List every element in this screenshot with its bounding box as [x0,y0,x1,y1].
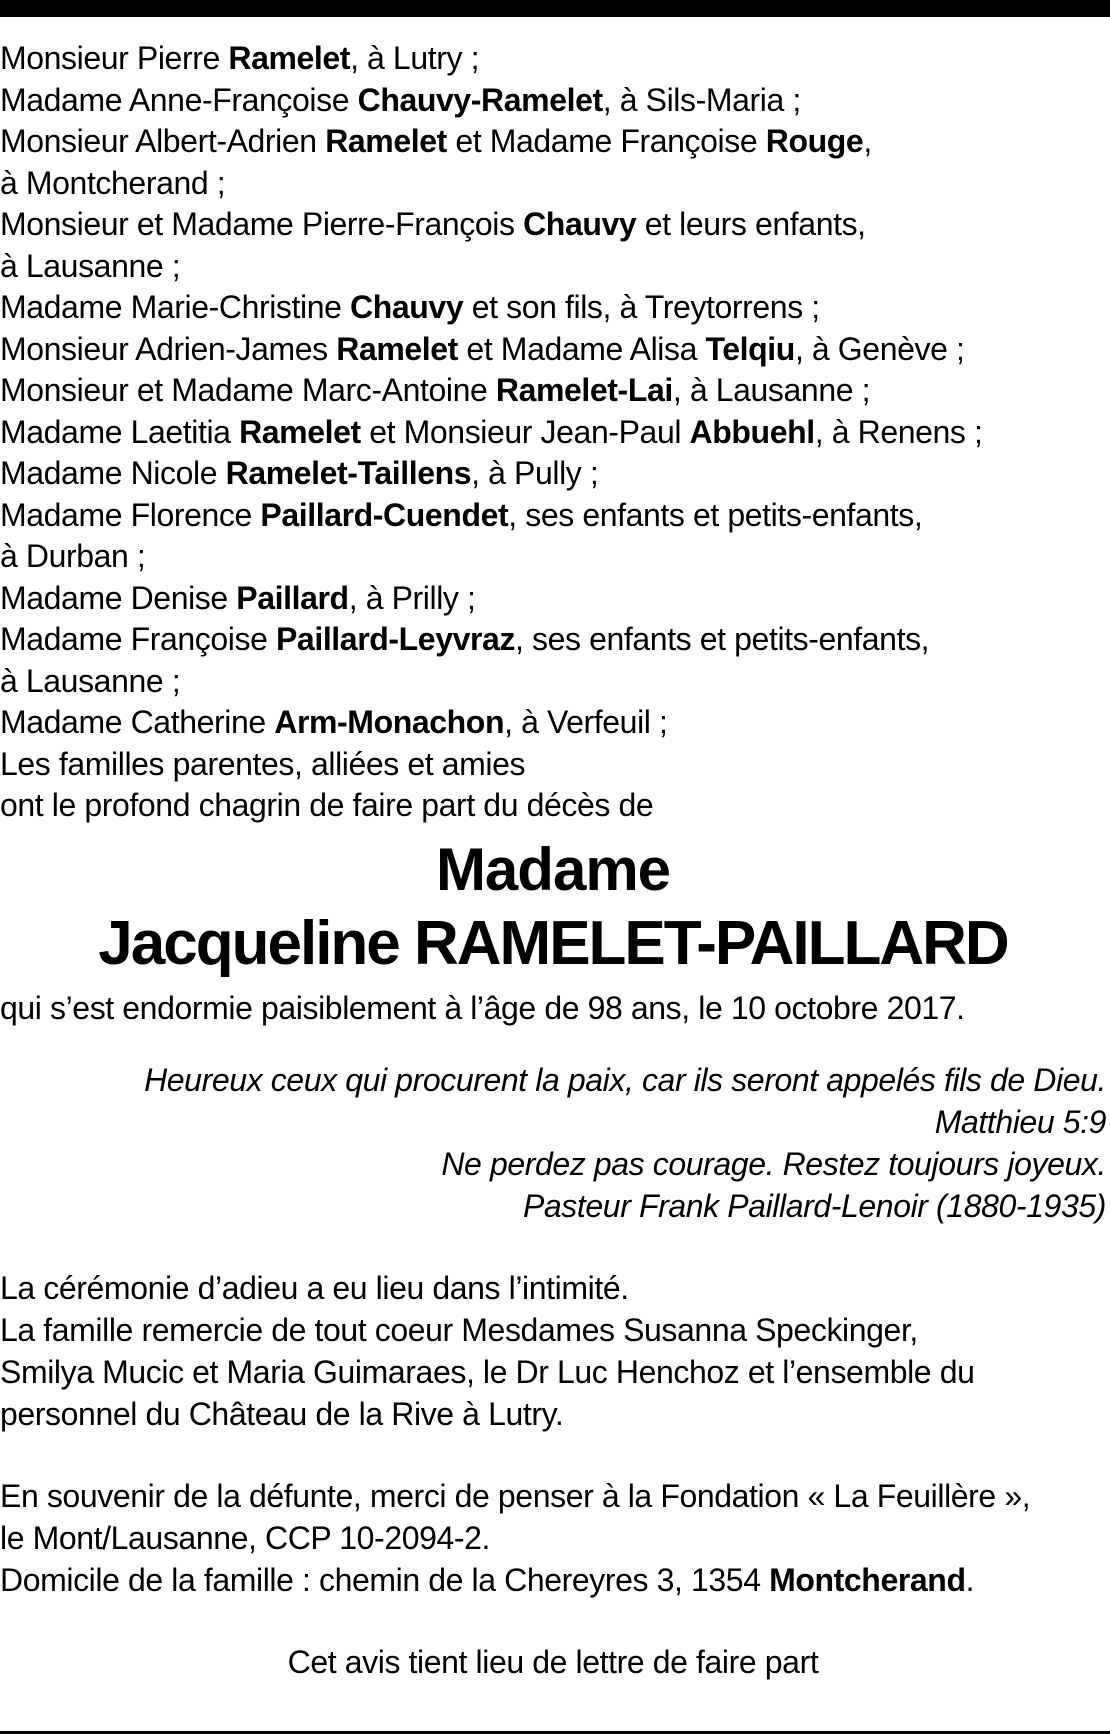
mourners-list [0,38,1106,827]
domicile-place: Montcherand [769,1561,966,1598]
paragraph-line: En souvenir de la défunte, merci de penser à la Fondation « La Feuillère », [0,1477,1031,1514]
donation-paragraph [0,1475,1106,1601]
quote-attribution: Matthieu 5:9 [934,1103,1106,1140]
mourner-line: Madame Florence Paillard-Cuendet, ses enfants et petits-enfants, [0,496,923,533]
closing-note: Cet avis tient lieu de lettre de faire part [287,1643,819,1680]
mourner-line: Madame Laetitia Ramelet et Monsieur Jean-Paul Abbuehl, à Renens ; [0,413,983,450]
mourner-line: Madame Catherine Arm-Monachon, à Verfeuil ; [0,704,668,740]
mourner-line: à Durban ; [0,538,146,574]
mourner-line: à Lausanne ; [0,662,181,699]
mourner-line: Monsieur Adrien-James Ramelet et Madame Alisa Telqiu, à Genève ; [0,330,965,367]
mourner-line: Monsieur Pierre Ramelet, à Lutry ; [0,40,480,76]
mourner-line: Madame Anne-Françoise Chauvy-Ramelet, à Sils-Maria ; [0,81,801,118]
deceased-title: Madame [435,835,671,903]
paragraph-line: personnel du Château de la Rive à Lutry. [0,1395,564,1432]
paragraph-line: Smilya Mucic et Maria Guimaraes, le Dr Luc Henchoz et l’ensemble du [0,1353,975,1390]
ceremony-paragraph [0,1267,1106,1435]
domicile-line: Domicile de la famille : chemin de la Chereyres 3, 1354 Montcherand. [0,1561,975,1598]
mourner-line: Madame Denise Paillard, à Prilly ; [0,579,476,616]
deceased-name: Jacqueline RAMELET-PAILLARD [98,908,1008,978]
mourner-line: à Montcherand ; [0,164,226,201]
obituary-notice [0,38,1106,1683]
quote-line: Heureux ceux qui procurent la paix, car ils seront appelés fils de Dieu. [144,1061,1106,1098]
mourner-line: Madame Nicole Ramelet-Taillens, à Pully ; [0,455,599,491]
mourner-line: Madame Françoise Paillard-Leyvraz, ses enfants et petits-enfants, [0,621,930,657]
paragraph-line: La famille remercie de tout coeur Mesdames Susanna Speckinger, [0,1311,918,1348]
mourner-line: à Lausanne ; [0,247,181,284]
quote-line: Ne perdez pas courage. Restez toujours joyeux. [441,1145,1106,1182]
mourner-line: Monsieur et Madame Marc-Antoine Ramelet-Lai, à Lausanne ; [0,372,871,408]
mourner-line: ont le profond chagrin de faire part du décès de [0,787,654,823]
mourner-line: Les familles parentes, alliées et amies [0,745,526,782]
paragraph-line: La cérémonie d’adieu a eu lieu dans l’intimité. [0,1269,629,1306]
mourner-line: Madame Marie-Christine Chauvy et son fils, à Treytorrens ; [0,289,820,325]
quote-attribution: Pasteur Frank Paillard-Lenoir (1880-1935) [522,1187,1106,1224]
mourner-line: Monsieur et Madame Pierre-François Chauvy et leurs enfants, [0,206,866,242]
mourner-line: Monsieur Albert-Adrien Ramelet et Madame Françoise Rouge, [0,123,872,159]
top-rule [0,0,1110,17]
quotes-block [0,1059,1106,1227]
paragraph-line: le Mont/Lausanne, CCP 10-2094-2. [0,1519,491,1556]
passing-text: qui s’est endormie paisiblement à l’âge de 98 ans, le 10 octobre 2017. [0,989,965,1026]
deceased-heading [0,835,1106,983]
